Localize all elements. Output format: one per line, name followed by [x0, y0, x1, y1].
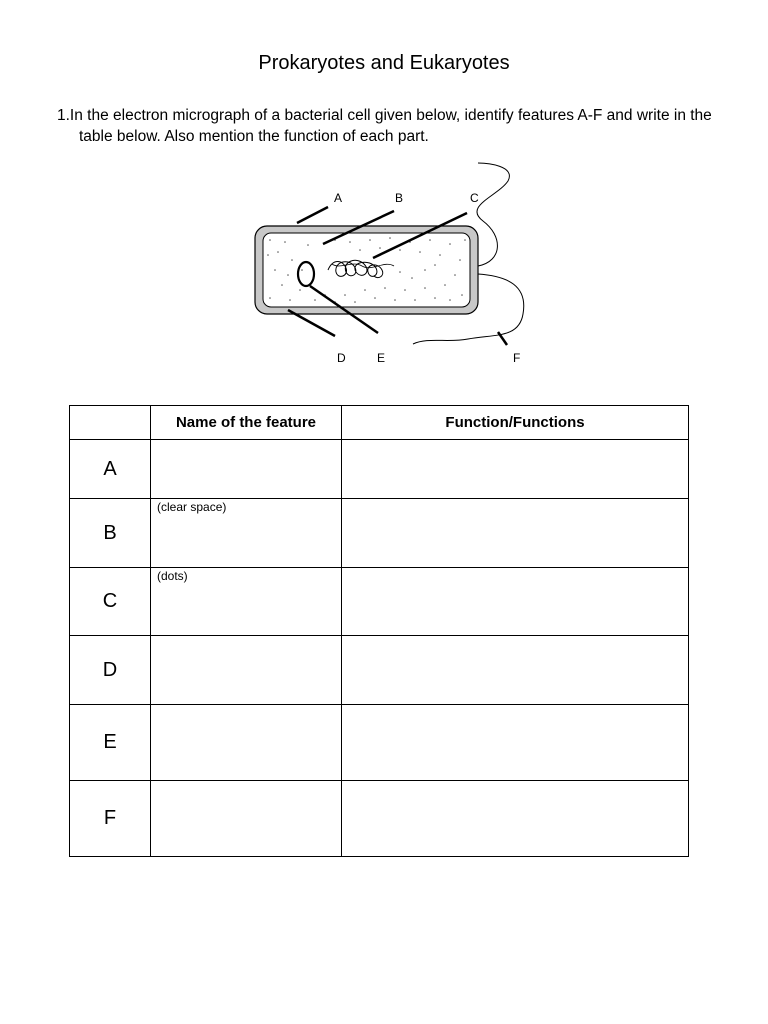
function-cell[interactable] [342, 499, 689, 568]
feature-name-cell[interactable] [151, 440, 342, 499]
feature-name-cell[interactable] [151, 705, 342, 781]
table-row [70, 636, 689, 705]
label-e: E [377, 351, 386, 365]
table-row [70, 440, 689, 499]
row-label: D [70, 636, 151, 705]
row-label: B [70, 499, 151, 568]
feature-name-cell[interactable] [151, 781, 342, 857]
flagellum [477, 163, 509, 266]
pointer-a [297, 207, 328, 223]
label-f: F [513, 351, 521, 365]
header-blank [70, 406, 151, 440]
table-row [70, 705, 689, 781]
header-name-of-feature: Name of the feature [151, 406, 342, 440]
function-cell[interactable] [342, 781, 689, 857]
hint-text: (clear space) [157, 500, 227, 514]
row-label: F [70, 781, 151, 857]
label-b: B [395, 191, 404, 205]
feature-name-cell[interactable] [151, 499, 342, 568]
bacterial-cell-illustration [240, 160, 540, 370]
header-functions: Function/Functions [342, 406, 689, 440]
feature-name-cell[interactable] [151, 636, 342, 705]
hint-text: (dots) [157, 569, 188, 583]
question-text: 1.In the electron micrograph of a bacterial cell given below, identify features A-F and write in the table below. Also mention the function of each part. [57, 107, 712, 145]
label-c: C [470, 191, 479, 205]
function-cell[interactable] [342, 705, 689, 781]
table-row [70, 781, 689, 857]
function-cell[interactable] [342, 440, 689, 499]
label-d: D [337, 351, 346, 365]
page-title: Prokaryotes and Eukaryotes [258, 52, 510, 74]
table-row [70, 568, 689, 636]
row-label: E [70, 705, 151, 781]
function-cell[interactable] [342, 568, 689, 636]
function-cell[interactable] [342, 636, 689, 705]
table-row [70, 499, 689, 568]
row-label: C [70, 568, 151, 636]
feature-name-cell[interactable] [151, 568, 342, 636]
answer-table [69, 405, 689, 857]
label-a: A [334, 191, 343, 205]
bacterial-cell-diagram [240, 160, 540, 370]
row-label: A [70, 440, 151, 499]
table-header-row [70, 406, 689, 440]
